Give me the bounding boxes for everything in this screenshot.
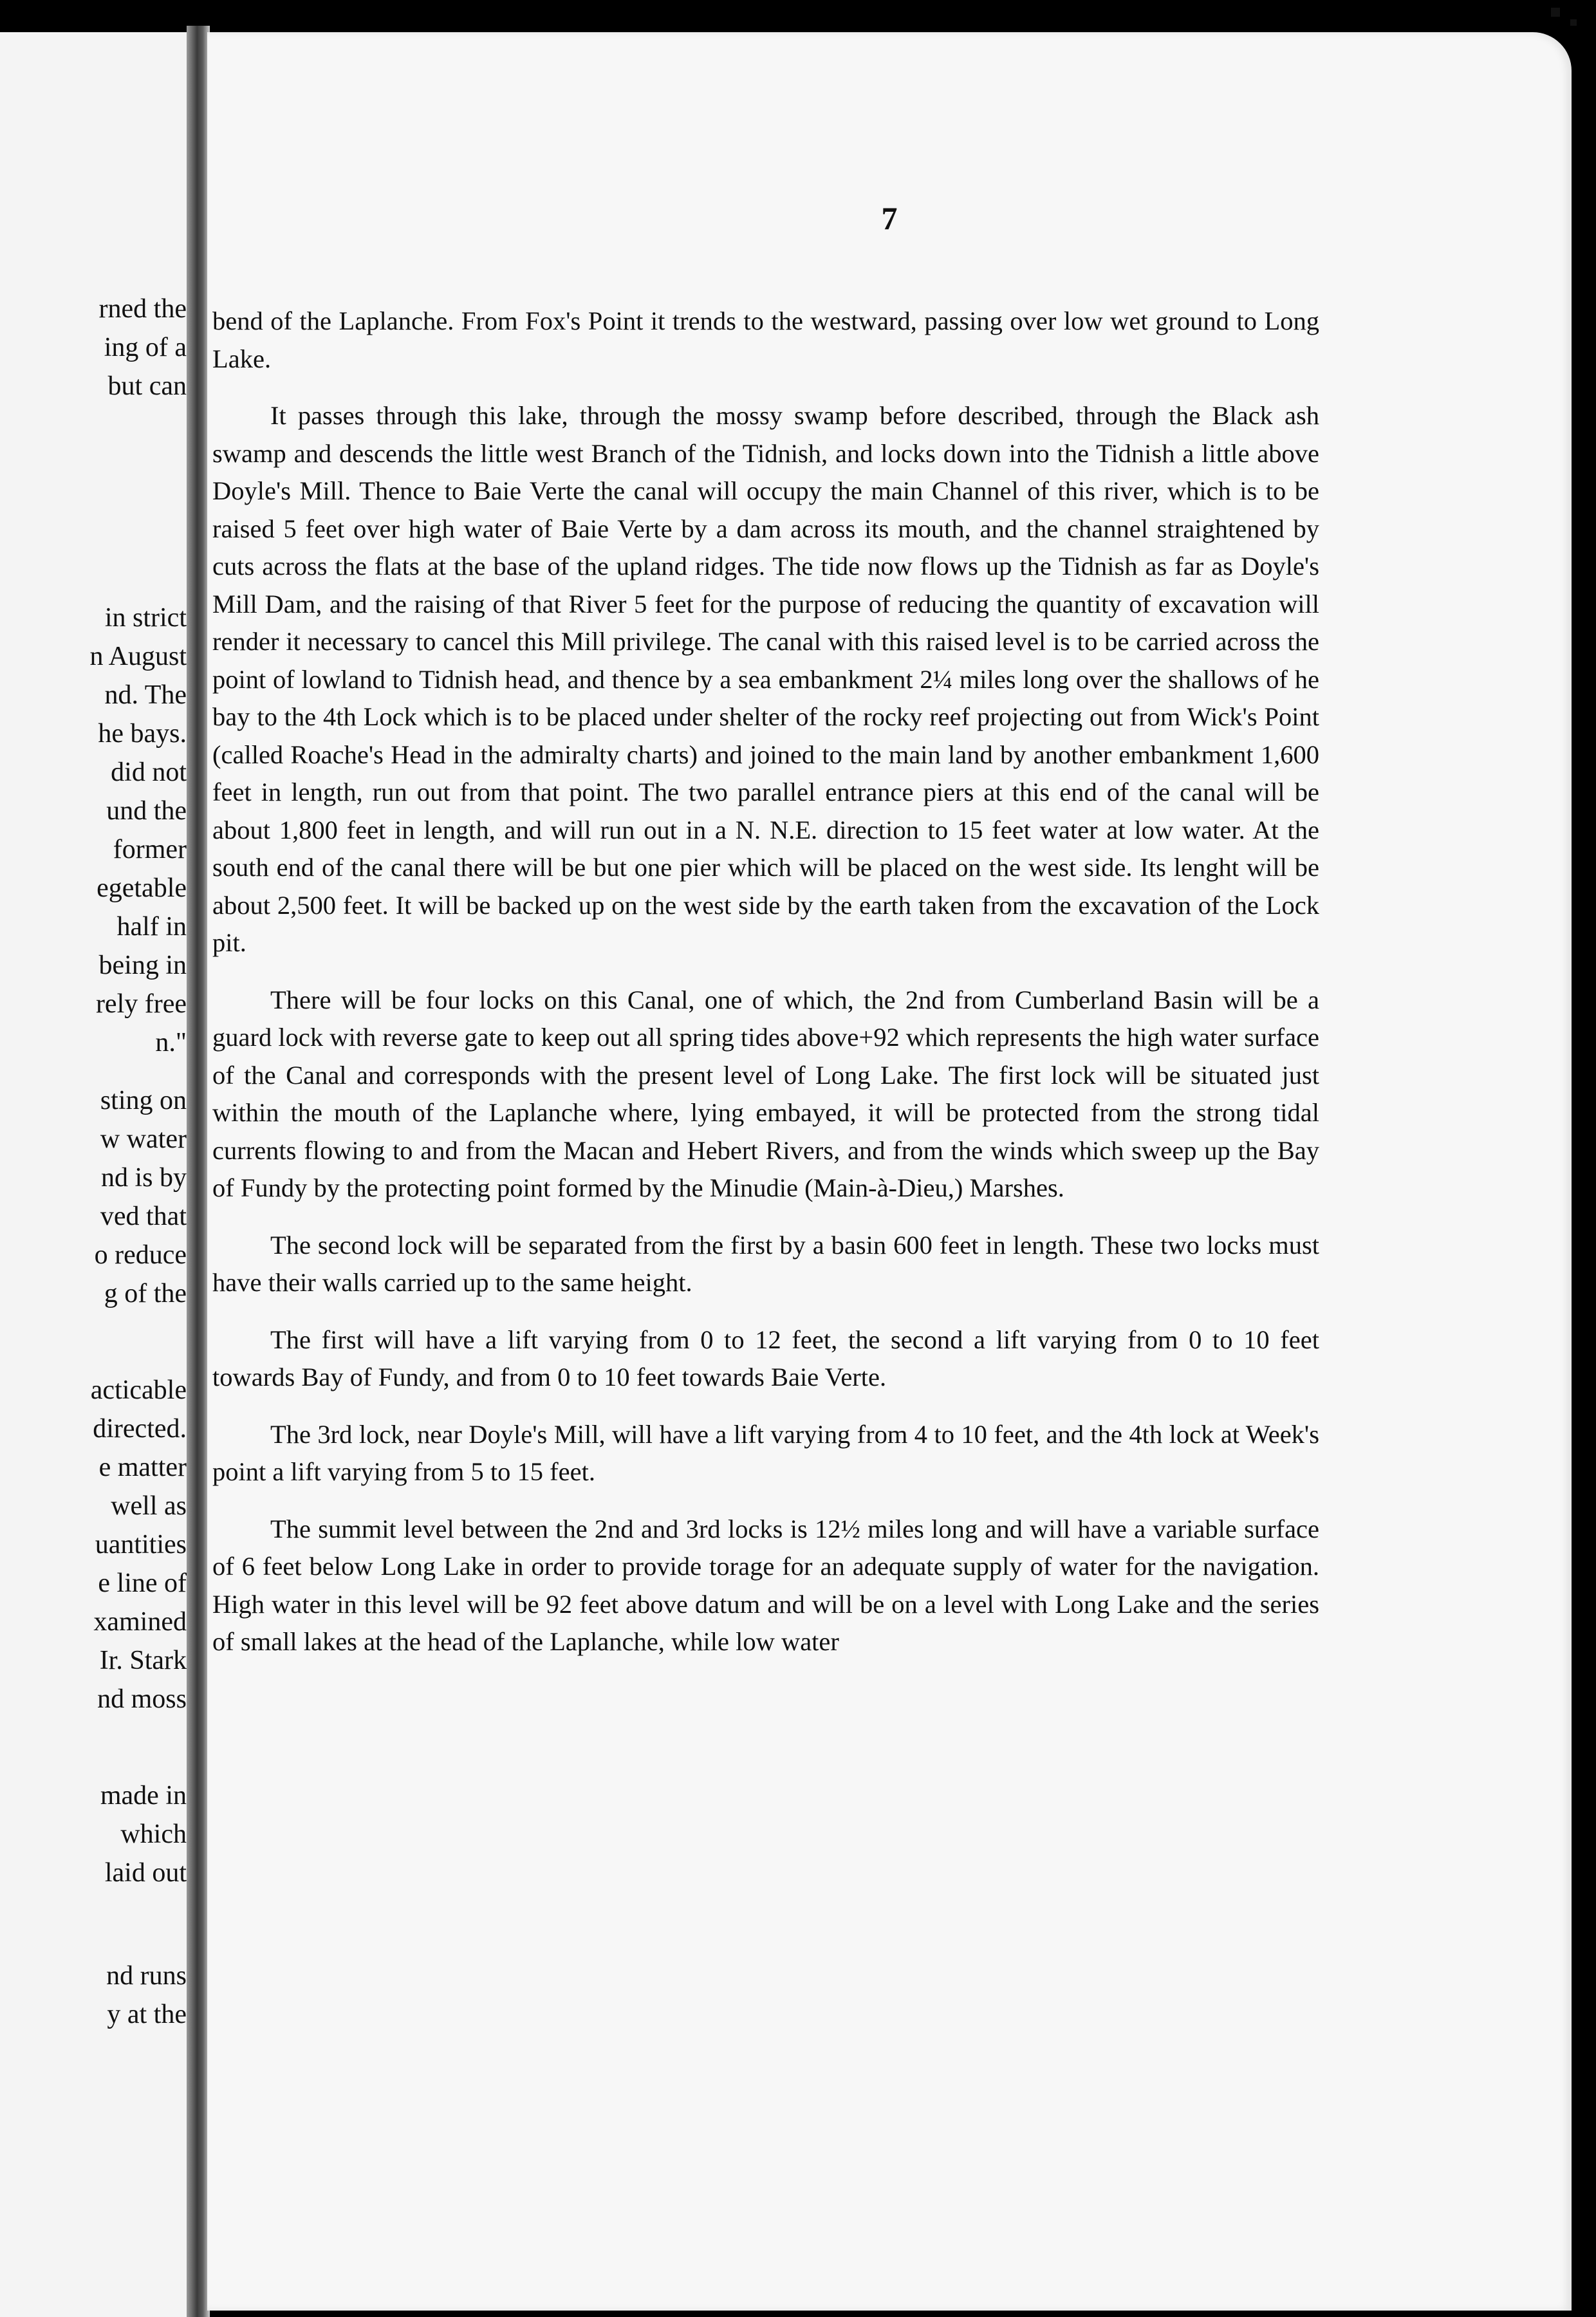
- left-fragment: rned the: [98, 294, 187, 324]
- paragraph: The summit level between the 2nd and 3rd locks is 12½ miles long and will have a variable surface of 6 feet below Long Lake in order to provide torage for an adequate supply of water for the navigation. High water in this level will be 92 feet above datum and will be on a level with Long Lake and the series of small lakes at the head of the Laplanche, while low water: [212, 1514, 1319, 1656]
- left-fragment: w water: [100, 1124, 187, 1154]
- left-fragment: acticable: [90, 1375, 187, 1405]
- left-fragment: nd. The: [104, 680, 187, 710]
- body-text: [212, 302, 1319, 1680]
- scan-corner-mark: [1551, 8, 1560, 17]
- left-page-edge: [0, 32, 205, 2317]
- left-fragment: e line of: [98, 1568, 187, 1598]
- book-gutter: [187, 26, 210, 2317]
- left-fragment: being in: [98, 951, 187, 980]
- paragraph: There will be four locks on this Canal, one of which, the 2nd from Cumberland Basin will be a guard lock with reverse gate to keep out all spring tides above+92 which represents the high water surface of the Canal and corresponds with the present level of Long Lake. The first lock will be situated just within the mouth of the Laplanche where, lying embayed, it will be protected from the strong tidal currents flowing to and from the Macan and Hebert Rivers, and from the winds which sweep up the Bay of Fundy by the protecting point formed by the Minudie (Main-à-Dieu,) Marshes.: [212, 985, 1319, 1202]
- paragraph: The second lock will be separated from the first by a basin 600 feet in length. These two locks must have their walls carried up to the same height.: [212, 1230, 1319, 1297]
- left-fragment: half in: [116, 912, 187, 942]
- left-fragment: former: [113, 835, 187, 864]
- paragraph: bend of the Laplanche. From Fox's Point it trends to the westward, passing over low wet ground to Long Lake.: [212, 306, 1319, 373]
- page: [207, 32, 1572, 2311]
- page-number: 7: [881, 200, 898, 236]
- left-fragment: nd is by: [100, 1163, 187, 1193]
- left-fragment: sting on: [100, 1086, 187, 1115]
- paragraph: The 3rd lock, near Doyle's Mill, will have a lift varying from 4 to 10 feet, and the 4th lock at Week's point a lift varying from 5 to 15 feet.: [212, 1419, 1319, 1486]
- left-fragment: which: [120, 1819, 187, 1849]
- paragraph: The first will have a lift varying from 0 to 12 feet, the second a lift varying from 0 to 10 feet towards Bay of Fundy, and from 0 to 10 feet towards Baie Verte.: [212, 1325, 1319, 1391]
- left-fragment: o reduce: [94, 1240, 187, 1270]
- left-fragment: but can: [107, 371, 187, 401]
- left-fragment: und the: [106, 796, 187, 826]
- left-fragment: n.": [155, 1028, 187, 1057]
- left-fragment: ved that: [100, 1202, 187, 1231]
- left-fragment: directed.: [93, 1414, 187, 1444]
- left-fragment: ing of a: [104, 333, 187, 362]
- left-fragment: well as: [111, 1491, 187, 1521]
- left-fragment: xamined: [93, 1607, 187, 1637]
- left-fragment: nd runs: [106, 1961, 187, 1991]
- left-fragment: egetable: [97, 873, 187, 903]
- left-fragment: n August: [89, 642, 187, 671]
- scan-corner-mark: [1570, 19, 1577, 26]
- left-fragment: uantities: [95, 1530, 187, 1559]
- left-fragment: y at the: [107, 2000, 187, 2029]
- left-fragment: e matter: [98, 1453, 187, 1482]
- left-fragment: nd moss: [97, 1684, 187, 1714]
- left-fragment: did not: [111, 758, 187, 787]
- left-fragment: he bays.: [98, 719, 187, 749]
- left-fragment: made in: [100, 1781, 187, 1810]
- left-fragment: g of the: [104, 1279, 187, 1308]
- left-fragment: laid out: [104, 1858, 187, 1888]
- left-fragment: in strict: [104, 603, 187, 633]
- left-fragment: Ir. Stark: [99, 1646, 187, 1675]
- paragraph: It passes through this lake, through the mossy swamp before described, through the Black ash swamp and descends the little west Branch of the Tidnish, and locks down into the Tidnish a little above Doyle's Mill. Thence to Baie Verte the canal will occupy the main Channel of this river, which is to be raised 5 feet over high water of Baie Verte by a dam across its mouth, and the channel straightened by cuts across the flats at the base of the upland ridges. The tide now flows up the Tidnish as far as Doyle's Mill Dam, and the raising of that River 5 feet for the purpose of reducing the quantity of excavation will render it necessary to cancel this Mill privilege. The canal with this raised level is to be carried across the point of lowland to Tidnish head, and thence by a sea embankment 2¼ miles long over the shallows of he bay to the 4th Lock which is to be placed under shelter of the rocky reef projecting out from Wick's Point (called Roache's Head in the admiralty charts) and joined to the main land by another embankment 1,600 feet in length, run out from that point. The two parallel entrance piers at this end of the canal will be about 1,800 feet in length, and will run out in a N. N.E. direction to 15 feet water at low water. At the south end of the canal there will be but one pier which will be placed on the west side. Its lenght will be about 2,500 feet. It will be backed up on the west side by the earth taken from the excavation of the Lock pit.: [212, 401, 1319, 957]
- left-fragment: rely free: [95, 989, 187, 1019]
